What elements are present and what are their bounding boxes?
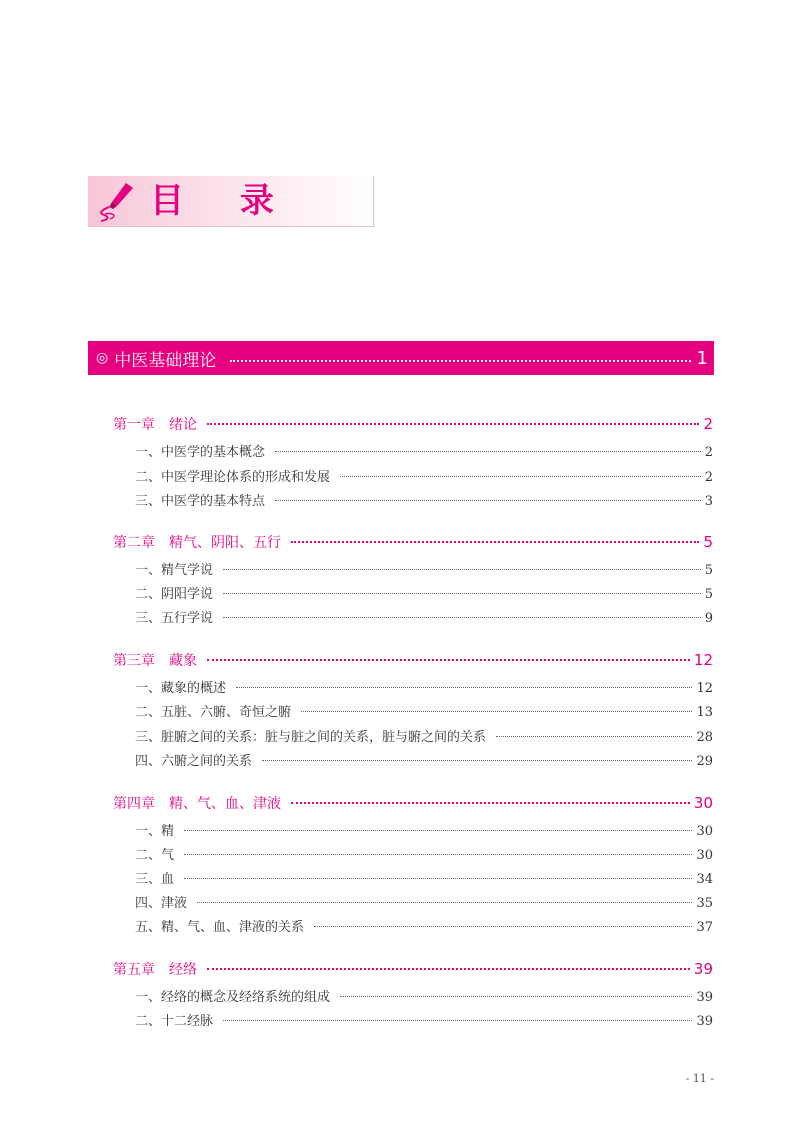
toc-section[interactable] xyxy=(113,441,713,463)
leader-dots xyxy=(184,854,692,855)
leader-dots xyxy=(197,902,692,903)
chapter-number: 第五章 xyxy=(113,962,155,978)
leader-dots xyxy=(236,687,692,688)
chapter-page: 12 xyxy=(693,651,713,669)
section-label: 一、藏象的概述 xyxy=(135,681,227,696)
section-page: 2 xyxy=(704,470,713,485)
part-leader-dots xyxy=(230,360,690,362)
toc-section[interactable] xyxy=(113,892,713,914)
section-page: 5 xyxy=(704,587,713,602)
toc-section[interactable] xyxy=(113,986,713,1008)
section-label: 二、中医学理论体系的形成和发展 xyxy=(135,470,331,485)
section-label: 二、十二经脉 xyxy=(135,1014,214,1029)
section-page: 39 xyxy=(696,990,713,1005)
section-label: 一、经络的概念及经络系统的组成 xyxy=(135,990,331,1005)
section-label: 五、精、气、血、津液的关系 xyxy=(135,920,305,935)
chapter-number: 第三章 xyxy=(113,653,155,669)
leader-dots xyxy=(223,569,701,570)
section-page: 29 xyxy=(696,754,713,769)
toc-chapter-3[interactable] xyxy=(113,650,713,672)
section-label: 一、精 xyxy=(135,824,175,839)
chapter-page: 30 xyxy=(693,794,713,812)
section-label: 三、五行学说 xyxy=(135,611,214,626)
section-label: 一、中医学的基本概念 xyxy=(135,445,266,460)
leader-dots xyxy=(301,711,692,712)
section-page: 13 xyxy=(696,705,713,720)
toc-section[interactable] xyxy=(113,750,713,772)
page-number: - 11 - xyxy=(685,1072,714,1085)
toc-chapter-4[interactable] xyxy=(113,793,713,815)
part-bullet-icon: ◎ xyxy=(96,350,109,366)
leader-dots xyxy=(184,878,692,879)
section-label: 三、脏腑之间的关系：脏与脏之间的关系，脏与腑之间的关系 xyxy=(135,730,487,745)
toc-section[interactable] xyxy=(113,559,713,581)
chapter-number: 第二章 xyxy=(113,535,155,551)
leader-dots xyxy=(207,659,690,661)
toc-section[interactable] xyxy=(113,1010,713,1032)
section-page: 12 xyxy=(696,681,713,696)
leader-dots xyxy=(207,968,690,970)
toc-section[interactable] xyxy=(113,607,713,629)
section-page: 2 xyxy=(704,445,713,460)
part-page-number: 1 xyxy=(696,347,708,369)
section-page: 30 xyxy=(696,848,713,863)
chapter-title: 精、气、血、津液 xyxy=(169,796,281,812)
part-banner[interactable] xyxy=(88,341,714,375)
chapter-page: 5 xyxy=(703,533,713,551)
chapter-title: 藏象 xyxy=(169,653,197,669)
section-page: 35 xyxy=(696,896,713,911)
leader-dots xyxy=(207,423,699,425)
toc-section[interactable] xyxy=(113,701,713,723)
page-title: 目 录 xyxy=(150,181,296,221)
section-page: 39 xyxy=(696,1014,713,1029)
section-label: 三、中医学的基本特点 xyxy=(135,494,266,509)
toc-chapter-1[interactable] xyxy=(113,414,713,436)
toc-chapter-5[interactable] xyxy=(113,959,713,981)
section-label: 三、血 xyxy=(135,872,175,887)
section-label: 四、津液 xyxy=(135,896,188,911)
section-label: 一、精气学说 xyxy=(135,563,214,578)
leader-dots xyxy=(496,736,692,737)
section-page: 9 xyxy=(704,611,713,626)
leader-dots xyxy=(291,802,690,804)
toc-section[interactable] xyxy=(113,868,713,890)
section-label: 二、阴阳学说 xyxy=(135,587,214,602)
chapter-title: 绪论 xyxy=(169,417,197,433)
part-title: 中医基础理论 xyxy=(114,350,217,371)
title-divider xyxy=(373,176,374,226)
leader-dots xyxy=(340,996,692,997)
toc-section[interactable] xyxy=(113,820,713,842)
toc-section[interactable] xyxy=(113,844,713,866)
toc-section[interactable] xyxy=(113,677,713,699)
leader-dots xyxy=(223,1020,692,1021)
section-page: 28 xyxy=(696,730,713,745)
toc-section[interactable] xyxy=(113,916,713,938)
section-page: 37 xyxy=(696,920,713,935)
chapter-page: 2 xyxy=(703,415,713,433)
section-page: 3 xyxy=(704,494,713,509)
chapter-title: 精气、阴阳、五行 xyxy=(169,535,281,551)
leader-dots xyxy=(223,617,701,618)
leader-dots xyxy=(275,451,701,452)
chapter-number: 第四章 xyxy=(113,796,155,812)
chapter-number: 第一章 xyxy=(113,417,155,433)
section-page: 30 xyxy=(696,824,713,839)
leader-dots xyxy=(291,541,699,543)
section-label: 四、六腑之间的关系 xyxy=(135,754,253,769)
title-underline xyxy=(88,226,374,227)
leader-dots xyxy=(314,926,692,927)
toc-chapter-2[interactable] xyxy=(113,532,713,554)
toc-section[interactable] xyxy=(113,726,713,748)
section-label: 二、五脏、六腑、奇恒之腑 xyxy=(135,705,292,720)
leader-dots xyxy=(275,500,701,501)
toc-section[interactable] xyxy=(113,583,713,605)
section-page: 5 xyxy=(704,563,713,578)
leader-dots xyxy=(184,830,692,831)
leader-dots xyxy=(340,476,701,477)
toc-section[interactable] xyxy=(113,490,713,512)
chapter-title: 经络 xyxy=(169,962,197,978)
leader-dots xyxy=(262,760,692,761)
fountain-pen-icon xyxy=(96,180,138,224)
section-page: 34 xyxy=(696,872,713,887)
toc-section[interactable] xyxy=(113,466,713,488)
section-label: 二、气 xyxy=(135,848,175,863)
chapter-page: 39 xyxy=(693,960,713,978)
leader-dots xyxy=(223,593,701,594)
